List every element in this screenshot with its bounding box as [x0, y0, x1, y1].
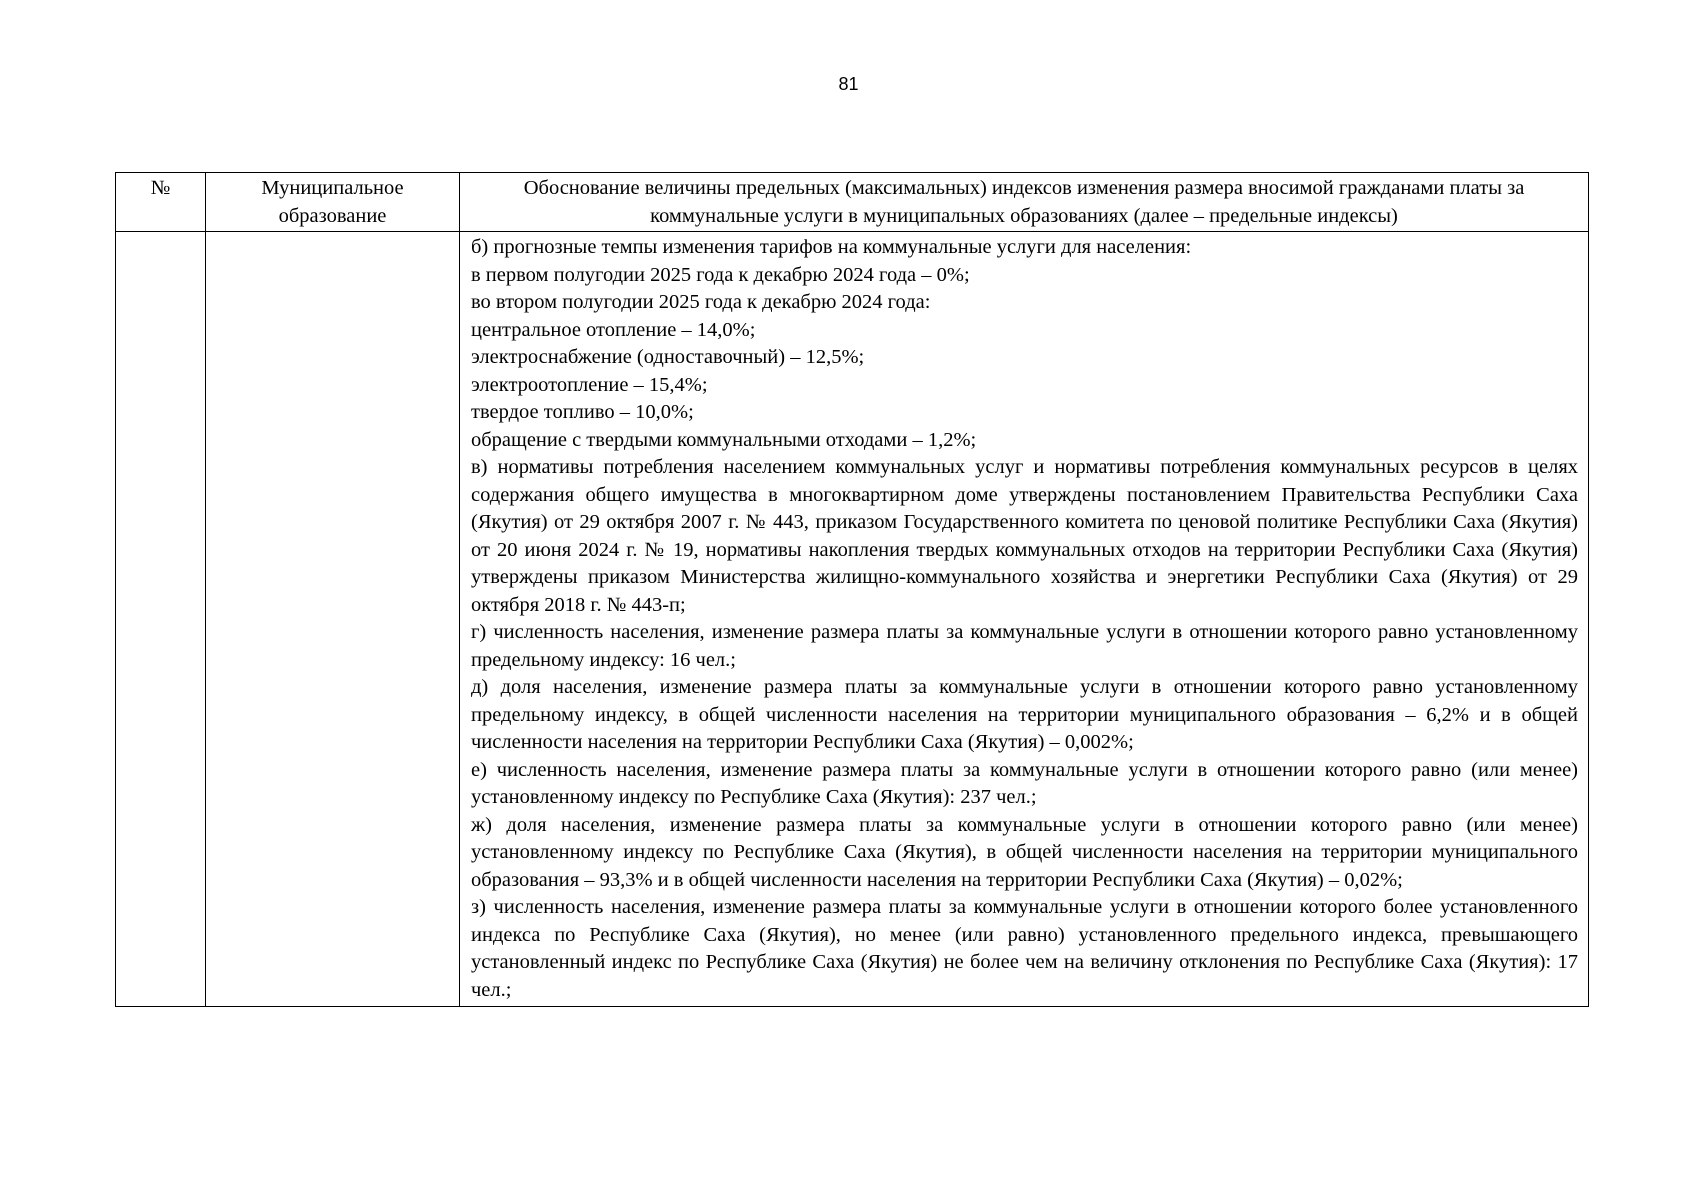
paragraph-v: в) нормативы потребления населением коммунальных услуг и нормативы потребления коммунальных ресурсов в целях содержания общего имущества в многоквартирном доме утверждены постановлением Правительства Республики Саха (Якутия) от 29 октября 2007 г. № 443, приказом Государственного комитета по ценовой политике Республики Саха (Якутия) от 20 июня 2024 г. № 19, нормативы накопления твердых коммунальных отходов на территории Республики Саха (Якутия) утверждены приказом Министерства жилищно-коммунального хозяйства и энергетики Республики Саха (Якутия) от 29 октября 2018 г. № 443-п; — [471, 456, 1578, 616]
paragraph-first-half: в первом полугодии 2025 года к декабрю 2024 года – 0%; — [471, 263, 970, 286]
paragraph-central-heating: центральное отопление – 14,0%; — [471, 318, 756, 341]
paragraph-g: г) численность населения, изменение размера платы за коммунальные услуги в отношении которого равно установленному предельному индексу: 16 чел.; — [471, 621, 1578, 671]
page-number: 81 — [838, 74, 859, 94]
justification-table — [115, 172, 1589, 1007]
paragraph-second-half: во втором полугодии 2025 года к декабрю 2024 года: — [471, 291, 931, 313]
paragraph-e: е) численность населения, изменение размера платы за коммунальные услуги в отношении которого равно (или менее) установленному индексу по Республике Саха (Якутия): 237 чел.; — [471, 758, 1578, 808]
table-row — [116, 232, 1589, 1007]
paragraph-z: з) численность населения, изменение размера платы за коммунальные услуги в отношении которого более установленного индекса по Республике Саха (Якутия), но менее (или равно) установленного предельного индекса, превышающего установленный индекс по Республике Саха (Якутия) не более чем на величину отклонения по Республике Саха (Якутия): 17 чел.; — [471, 896, 1578, 1001]
table-header-row — [116, 173, 1589, 232]
paragraph-solid-fuel: твердое топливо – 10,0%; — [471, 401, 694, 423]
header-justification: Обоснование величины предельных (максимальных) индексов изменения размера вносимой гражданами платы за коммунальные услуги в муниципальных образованиях (далее – предельные индексы) — [460, 173, 1589, 232]
paragraph-d: д) доля населения, изменение размера платы за коммунальные услуги в отношении которого равно установленному предельному индексу, в общей численности населения на территории муниципального образования – 6,2% и в общей численности населения на территории Республики Саха (Якутия) – 0,002%; — [471, 676, 1578, 753]
cell-number — [116, 232, 206, 1007]
paragraph-electric-heating: электроотопление – 15,4%; — [471, 373, 708, 396]
cell-justification — [460, 232, 1589, 1007]
paragraph-electricity: электроснабжение (одноставочный) – 12,5%; — [471, 346, 865, 368]
paragraph-b: б) прогнозные темпы изменения тарифов на коммунальные услуги для населения: — [471, 236, 1192, 258]
header-number: № — [116, 173, 206, 232]
paragraph-waste: обращение с твердыми коммунальными отходами – 1,2%; — [471, 428, 977, 451]
paragraph-zh: ж) доля населения, изменение размера платы за коммунальные услуги в отношении которого равно (или менее) установленному индексу по Республике Саха (Якутия), в общей численности населения на территории муниципального образования – 93,3% и в общей численности населения на территории Республики Саха (Якутия) – 0,02%; — [471, 813, 1578, 891]
header-municipality: Муниципальное образование — [206, 173, 460, 232]
cell-municipality — [206, 232, 460, 1007]
